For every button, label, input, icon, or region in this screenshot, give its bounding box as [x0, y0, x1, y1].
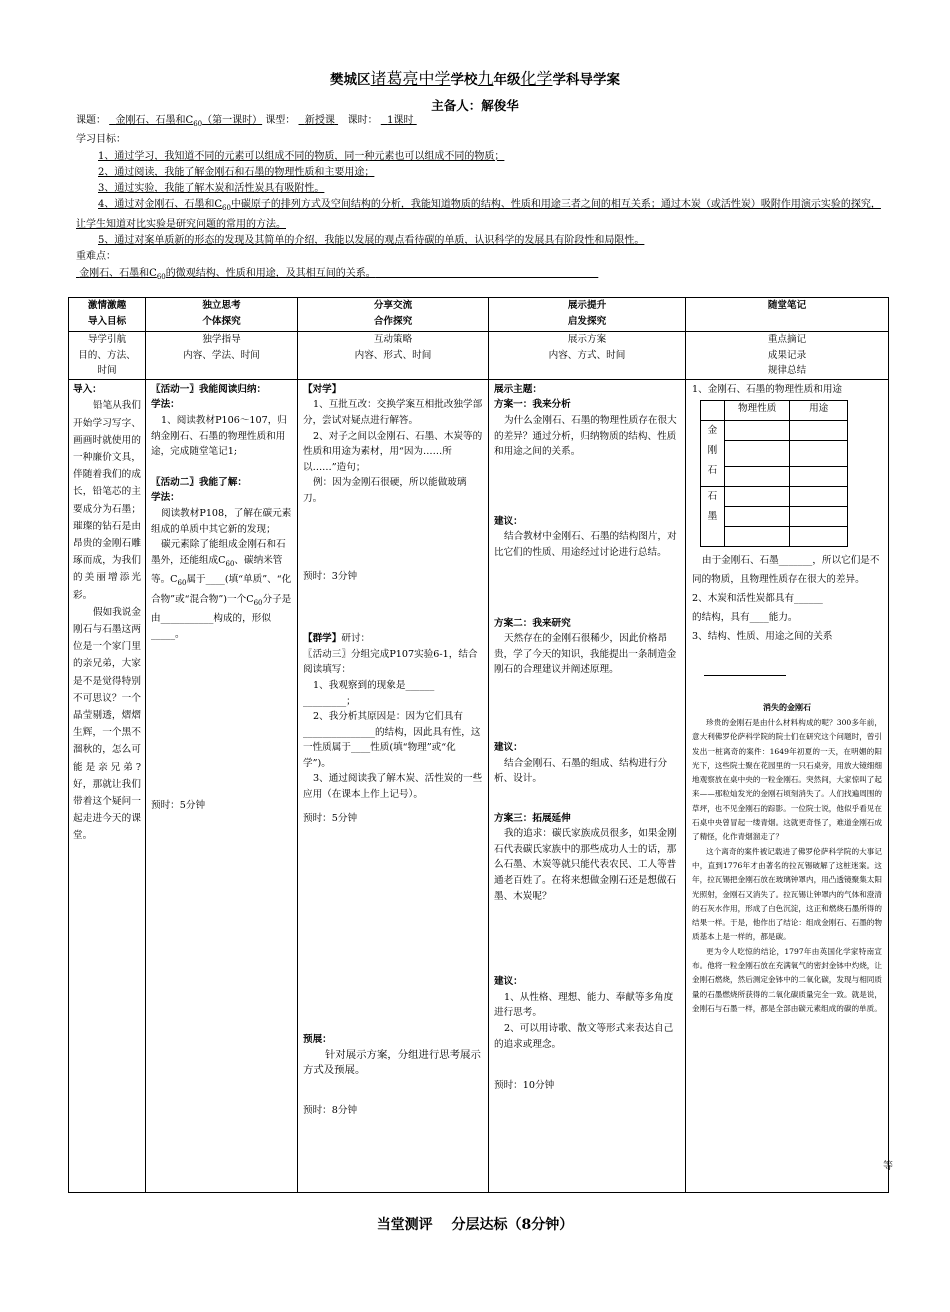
spacer — [494, 460, 680, 514]
graphite-label — [701, 487, 725, 547]
header-col5-l1: 随堂笔记 — [767, 300, 807, 311]
group-item-1 — [303, 678, 483, 694]
group-activity: 〖活动三〗分组完成P107实验6-1，结合阅读填写： — [303, 648, 478, 676]
header-col4-l2: 启发探究 — [567, 315, 607, 327]
subheader-col5-l2: 成果记录 — [767, 349, 807, 361]
aq-b: 、碳纳米管等。C — [151, 554, 283, 586]
activity-2-question — [151, 537, 292, 642]
group-2c: 的结构，因此具有性，这一性质属于 — [303, 726, 481, 754]
hours-label: 课时： — [347, 115, 378, 126]
story-title: 消失的金刚石 — [763, 702, 811, 713]
group-title-line — [303, 631, 483, 647]
subheader-col5-l3: 规律总结 — [767, 365, 807, 377]
spacer — [303, 1079, 483, 1103]
header-col4-l1: 展示提升 — [567, 300, 607, 311]
plan-3-title: 方案三：拓展延伸 — [494, 812, 571, 824]
spacer — [303, 584, 483, 631]
diamond-row — [701, 421, 848, 441]
spacer — [494, 561, 680, 616]
advice-1-text: 结合教材中金刚石、石墨的结构图片，对比它们的性质、用途经过讨论进行总结。 — [494, 531, 677, 558]
subheader-col4-l1: 展示方案 — [567, 334, 607, 345]
note-2-blank-2[interactable]: ____ — [749, 612, 769, 624]
blank-2[interactable]: ___________ — [160, 613, 214, 625]
key-points-sub: 60 — [156, 272, 166, 281]
title-grade: 九 — [477, 69, 494, 88]
title-suffix: 学科导学案 — [552, 72, 621, 88]
advice-2-text: 结合金刚石、石墨的组成、结构进行分析、设计。 — [494, 757, 668, 785]
activity-2-method: 学法： — [151, 492, 180, 504]
objective-5: 5、通过对案单质新的形态的发现及其简单的介绍，我能以发展的观点看待碳的单质，认识科学的发展具有阶段性和局限性。 — [98, 235, 645, 247]
subheader-col4-l2: 内容、方式、时间 — [548, 349, 626, 361]
notes-cell — [686, 379, 889, 1192]
plan-2-text: 天然存在的金刚石很稀少，因此价格昂贵，学了今天的知识，我能提出一条制造金刚石的合理建议并阐述原理。 — [494, 633, 677, 676]
lesson-header — [76, 113, 888, 285]
diamond-physical-3[interactable] — [724, 467, 790, 487]
activity-1-method: 学法： — [151, 399, 180, 411]
presentation-cell — [489, 379, 686, 1192]
properties-header-physical: 物理性质 — [724, 401, 790, 421]
activity-1-title-text: 〖活动一〗我能阅读归纳： — [151, 383, 267, 395]
pair-time: 预时：3分钟 — [303, 570, 358, 582]
properties-header-row — [701, 401, 848, 421]
theme-label: 展示主题： — [494, 383, 542, 395]
fill-sentence — [692, 551, 882, 589]
group-time: 预时：5分钟 — [303, 812, 358, 824]
graphite-use-3[interactable] — [790, 527, 848, 547]
graphite-char-2: 墨 — [707, 511, 718, 523]
group-blank-2[interactable]: _______________ — [303, 726, 375, 738]
header-col1-l1: 激情激趣 — [87, 300, 127, 311]
preview-text: 针对展示方案，分组进行思考展示方式及预展。 — [303, 1048, 481, 1077]
objective-4-sub: 60 — [222, 204, 231, 213]
objective-3: 3、通过实验，我能了解木炭和活性炭具有吸附性。 — [98, 183, 325, 195]
spacer — [692, 676, 882, 696]
subheader-col3-l1: 互动策略 — [373, 334, 413, 345]
aq-sub3: 60 — [253, 598, 263, 607]
spacer — [303, 507, 483, 569]
note-2-blank-1[interactable]: ______ — [794, 593, 823, 605]
group-item-2: 2、我分析其原因是：因为它们具有 — [313, 711, 464, 723]
subheader-col3 — [298, 332, 489, 380]
group-title-b: 研讨： — [341, 633, 371, 645]
blank-3[interactable]: _____ — [151, 628, 175, 640]
type-value — [299, 115, 339, 126]
diamond-physical-2[interactable] — [724, 441, 790, 467]
spacer — [494, 678, 680, 740]
content-row — [69, 379, 889, 1192]
aq-e: 分子是由 — [151, 593, 292, 625]
presentation-time: 预时：10分钟 — [494, 1080, 555, 1092]
intro-label: 导入： — [73, 383, 102, 395]
spacer — [494, 904, 680, 974]
intro-cell — [69, 379, 146, 1192]
header-col1 — [69, 298, 146, 332]
topic-value-a: 金刚石、石墨和C — [115, 115, 194, 126]
intro-paragraph-2: 假如我说金刚石与石墨这两位是一个家门里的亲兄弟，大家是不是觉得特别不可思议？一个晶莹剔透，熠熠生辉，一个黑不溜秋的，怎么可能是亲兄弟?好，那就让我们带着这个疑问一起走进今天的课堂。 — [73, 606, 141, 842]
subheader-col4 — [489, 332, 686, 380]
preparer: 主备人：解俊华 — [431, 98, 519, 113]
subheader-row — [69, 332, 889, 380]
activity-2-title — [151, 475, 292, 491]
activity-2-text: 阅读教材P108，了解在碳元素组成的单质中其它新的发现； — [151, 507, 292, 535]
diamond-label — [701, 421, 725, 487]
intro-paragraph-1: 铅笔从我们开始学习写字、画画时就使用的一种廉价文具，伴随着我们的成长，铅笔芯的主要成分为石墨；璀璨的钻石是由昂贵的金刚石雕琢而成，为我们的美丽增添光彩。 — [73, 400, 141, 601]
graphite-physical-3[interactable] — [724, 527, 790, 547]
plan-2-title: 方案二：我来研究 — [494, 617, 571, 629]
diamond-use-3[interactable] — [790, 467, 848, 487]
objectives-label: 学习目标： — [76, 134, 126, 146]
title-school-suffix: 学校 — [450, 72, 478, 88]
pair-item-2: 2、对子之间以金刚石、石墨、木炭等的性质和用途为素材，用“因为……所以……”造句； — [303, 430, 483, 473]
header-col2-l1: 独立思考 — [202, 300, 241, 311]
pair-example: 例：因为金刚石很硬，所以能做玻璃刀。 — [303, 477, 467, 504]
title-school: 诸葛亮中学 — [370, 69, 451, 88]
subheader-col2-l2: 内容、学法、时间 — [183, 349, 260, 361]
topic-label: 课题： — [76, 115, 106, 126]
header-col1-l2: 导入目标 — [87, 315, 127, 327]
header-col4 — [489, 298, 686, 332]
activity-1-text: 1、阅读教材P106～107，归纳金刚石、石墨的物理性质和用途，完成随堂笔记1; — [151, 414, 287, 458]
note-2-c: 能力。 — [768, 612, 798, 624]
advice-2-label: 建议： — [494, 741, 523, 753]
hours-value — [381, 115, 417, 126]
group-item-1-cont: _________； — [303, 695, 356, 707]
subheader-col3-l2: 内容、形式、时间 — [354, 349, 432, 361]
key-points-a: 金刚石、石墨和C — [79, 267, 157, 279]
group-blank-1[interactable]: ______ — [405, 679, 435, 691]
properties-table — [700, 400, 848, 547]
diamond-use-1[interactable] — [790, 421, 848, 441]
advice-3-item-2: 2、可以用诗歌、散文等形式来表达自己的追求或理念。 — [494, 1023, 674, 1050]
diamond-physical-1[interactable] — [724, 421, 790, 441]
topic-value — [109, 115, 262, 126]
story-paragraph-3: 更为令人吃惊的结论，1797年由英国化学家特南宣布。他将一粒金刚石放在充满氧气的密封金钵中灼烧，让金刚石燃烧，然后测定金钵中的二氧化碳，发现与相同质量的石墨燃烧所获得的二氧化碳质量完全一致。就是说，金刚石与石墨一样，都是全部由碳元素组成的碳的单质。 — [692, 946, 882, 1013]
aq-d: (填“单质”、“化合物”或“混合物”)一个C — [151, 574, 292, 605]
objective-1: 1、通过学习，我知道不同的元素可以组成不同的物质，同一种元素也可以组成不同的物质； — [98, 150, 505, 162]
diamond-char-2: 刚 — [707, 445, 718, 457]
fill-blank[interactable]: _______ — [778, 555, 813, 567]
spacer — [494, 1052, 680, 1078]
lesson-info-line — [76, 113, 888, 132]
group-item-2-cont — [303, 725, 483, 772]
group-blank-3[interactable]: ____ — [350, 742, 371, 754]
header-col5 — [686, 298, 889, 332]
spacer — [303, 826, 483, 1032]
properties-header-use: 用途 — [790, 401, 848, 421]
subheader-col5 — [686, 332, 889, 380]
aq-a: 碳元素除了能组成金刚石和石墨外，还能组成C — [151, 539, 286, 566]
subheader-col5-l1: 重点摘记 — [767, 334, 807, 345]
group-2e: 性质(填“物理”或“化学”)。 — [303, 742, 456, 769]
title-district: 樊城区 — [329, 72, 371, 88]
header-col2 — [146, 298, 298, 332]
preview-time: 预时：8分钟 — [303, 1105, 358, 1117]
properties-corner — [701, 401, 725, 421]
cooperation-cell — [298, 379, 489, 1192]
note-2 — [692, 589, 882, 627]
group-item-3: 3、通过阅读我了解木炭、活性炭的一些应用（在课本上作上记号）。 — [303, 773, 483, 801]
subheader-col1-l1: 导学引航 — [87, 334, 127, 345]
subheader-col2 — [146, 332, 298, 380]
group-title: 【群学】 — [303, 633, 342, 645]
activity-1-title — [151, 382, 292, 398]
diamond-char-1: 金 — [707, 425, 718, 437]
advice-1-label: 建议： — [494, 515, 523, 527]
type-value-text: 新授课 — [304, 115, 335, 126]
note-1: 1、金刚石、石墨的物理性质和用途 — [692, 383, 843, 395]
story-paragraph-2: 这个离奇的案件被记载进了佛罗伦萨科学院的大事记中，直到1776年才由著名的拉瓦锡破解了这桩迷案。这年，拉瓦锡把金刚石放在玻璃钟罩内，用凸透镜聚集太阳光照射，金刚石又消失了。拉瓦锡让钟罩内的气体和澄清的石灰水作用，形成了白色沉淀，这正和燃烧石墨所得的结果一样。于是，他作出了结论：组成金刚石、石墨的物质基本上是一样的，都是碳。 — [692, 846, 882, 942]
page-title — [0, 66, 950, 89]
aq-c: 属于 — [186, 574, 206, 586]
fill-b: ，所以它们是不同的物质，且物理性质存在很大的差异。 — [692, 555, 880, 586]
title-subject: 化学 — [520, 69, 553, 88]
self-study-time: 预时：5分钟 — [151, 800, 206, 812]
blank-1[interactable]: ____ — [205, 574, 225, 586]
aq-sub1: 60 — [225, 559, 235, 568]
objective-4-b: 中碳原子的排列方式及空间结构的分析，我能知道物质的结构、性质和用途三者之间的相互关系；通过木炭（或活性炭）吸附作用演示实验的探究，让学生知道对比实验是研究问题的常用的方法。 — [76, 199, 881, 230]
key-points-b: 的微观结构、性质和用途，及其相互间的关系。 — [165, 267, 376, 279]
activity-2-title-text: 〖活动二〗我能了解： — [151, 476, 247, 488]
subheader-col1 — [69, 332, 146, 380]
plan-1-title: 方案一：我来分析 — [494, 399, 571, 411]
aq-f: 构成的，形似 — [213, 613, 271, 625]
subheader-col1-l2: 目的、方法、 — [78, 349, 136, 361]
type-label: 课型： — [265, 115, 296, 126]
topic-value-b: （第一课时） — [202, 115, 263, 126]
section-title-assessment: 当堂测评 分层达标（8分钟） — [376, 1217, 574, 1233]
self-study-cell — [146, 379, 298, 1192]
graphite-physical-1[interactable] — [724, 487, 790, 507]
pair-item-1: 1、互批互改：交换学案互相批改独学部分，尝试对疑点进行解答。 — [303, 399, 483, 426]
aq-g: 。 — [174, 628, 185, 640]
header-row — [69, 298, 889, 332]
spacer — [151, 460, 292, 475]
note-2-b: 的结构，具有 — [692, 612, 750, 624]
spacer — [303, 803, 483, 811]
group-1a: 1、我观察到的现象是 — [313, 679, 406, 691]
fill-a: 由于金刚石、石墨 — [702, 555, 779, 567]
aq-sub2: 60 — [177, 579, 187, 588]
preview-title: 预展： — [303, 1034, 332, 1046]
key-points-label: 重难点： — [76, 251, 116, 263]
guide-table — [68, 297, 889, 1193]
objective-4-a: 4、通过对金刚石、石墨和C — [98, 199, 223, 211]
topic-sub: 60 — [193, 120, 203, 128]
hours-value-text: 1课时 — [387, 115, 414, 126]
pair-title: 【对学】 — [303, 383, 342, 395]
subheader-col1-l3: 时间 — [97, 365, 117, 377]
graphite-use-2[interactable] — [790, 507, 848, 527]
plan-3-text: 我的追求：碳氏家族成员很多，如果金刚石代表碳氏家族中的那些成功人士的话，那么石墨、木炭等就只能代表农民、工人等普通老百姓了。在将来想做金刚石还是想做石墨、木炭呢？ — [494, 828, 677, 902]
diamond-char-3: 石 — [707, 465, 718, 477]
key-points-text — [76, 266, 888, 285]
header-col3 — [298, 298, 489, 332]
advice-3-item-1: 1、从性格、理想、能力、奉献等多角度进行思考。 — [494, 991, 674, 1019]
subheader-col2-l1: 独学指导 — [202, 334, 241, 345]
graphite-char-1: 石 — [707, 491, 718, 503]
graphite-physical-2[interactable] — [724, 507, 790, 527]
spacer — [494, 787, 680, 811]
graphite-use-1[interactable] — [790, 487, 848, 507]
header-col3-l2: 合作探究 — [373, 315, 413, 327]
note-2-a: 2、木炭和活性炭都具有 — [692, 593, 795, 605]
diamond-use-2[interactable] — [790, 441, 848, 467]
title-grade-suffix: 年级 — [493, 72, 521, 88]
objective-4 — [76, 197, 888, 233]
header-col2-l2: 个体探究 — [202, 315, 241, 327]
spacer — [151, 642, 292, 798]
etc-mark: 等 — [883, 1161, 893, 1172]
plan-1-text: 为什么金刚石、石墨的物理性质存在很大的差异？通过分析，归纳物质的结构、性质和用途之间的关系。 — [494, 414, 677, 458]
note-3: 3、结构、性质、用途之间的关系 — [692, 631, 833, 643]
graphite-row — [701, 487, 848, 507]
advice-3-label: 建议： — [494, 976, 523, 988]
objective-2: 2、通过阅读，我能了解金刚石和石墨的物理性质和主要用途； — [98, 166, 375, 178]
key-points-content — [76, 268, 598, 279]
header-col3-l1: 分享交流 — [373, 300, 413, 311]
story-paragraph-1: 珍贵的金刚石是由什么材料构成的呢？300多年前，意大利佛罗伦萨科学院的院士们在研究这个问题时，曾引发出一桩离奇的案件：1649年初夏的一天，在明媚的阳光下，这些院士聚在花园里的一只石桌旁，用放大镜细细地观察放在桌中央的一粒金刚石。突然间，大家惊叫了起来——那粒灿发光的金刚石顷刻消失了。人们找遍周围的草坪，也不见金刚石的踪影。一位院士说，他似乎看见在石桌中央曾冒起一缕青烟。这就更奇怪了，难道金刚石成了精怪，化作青烟溜走了？ — [692, 717, 882, 842]
